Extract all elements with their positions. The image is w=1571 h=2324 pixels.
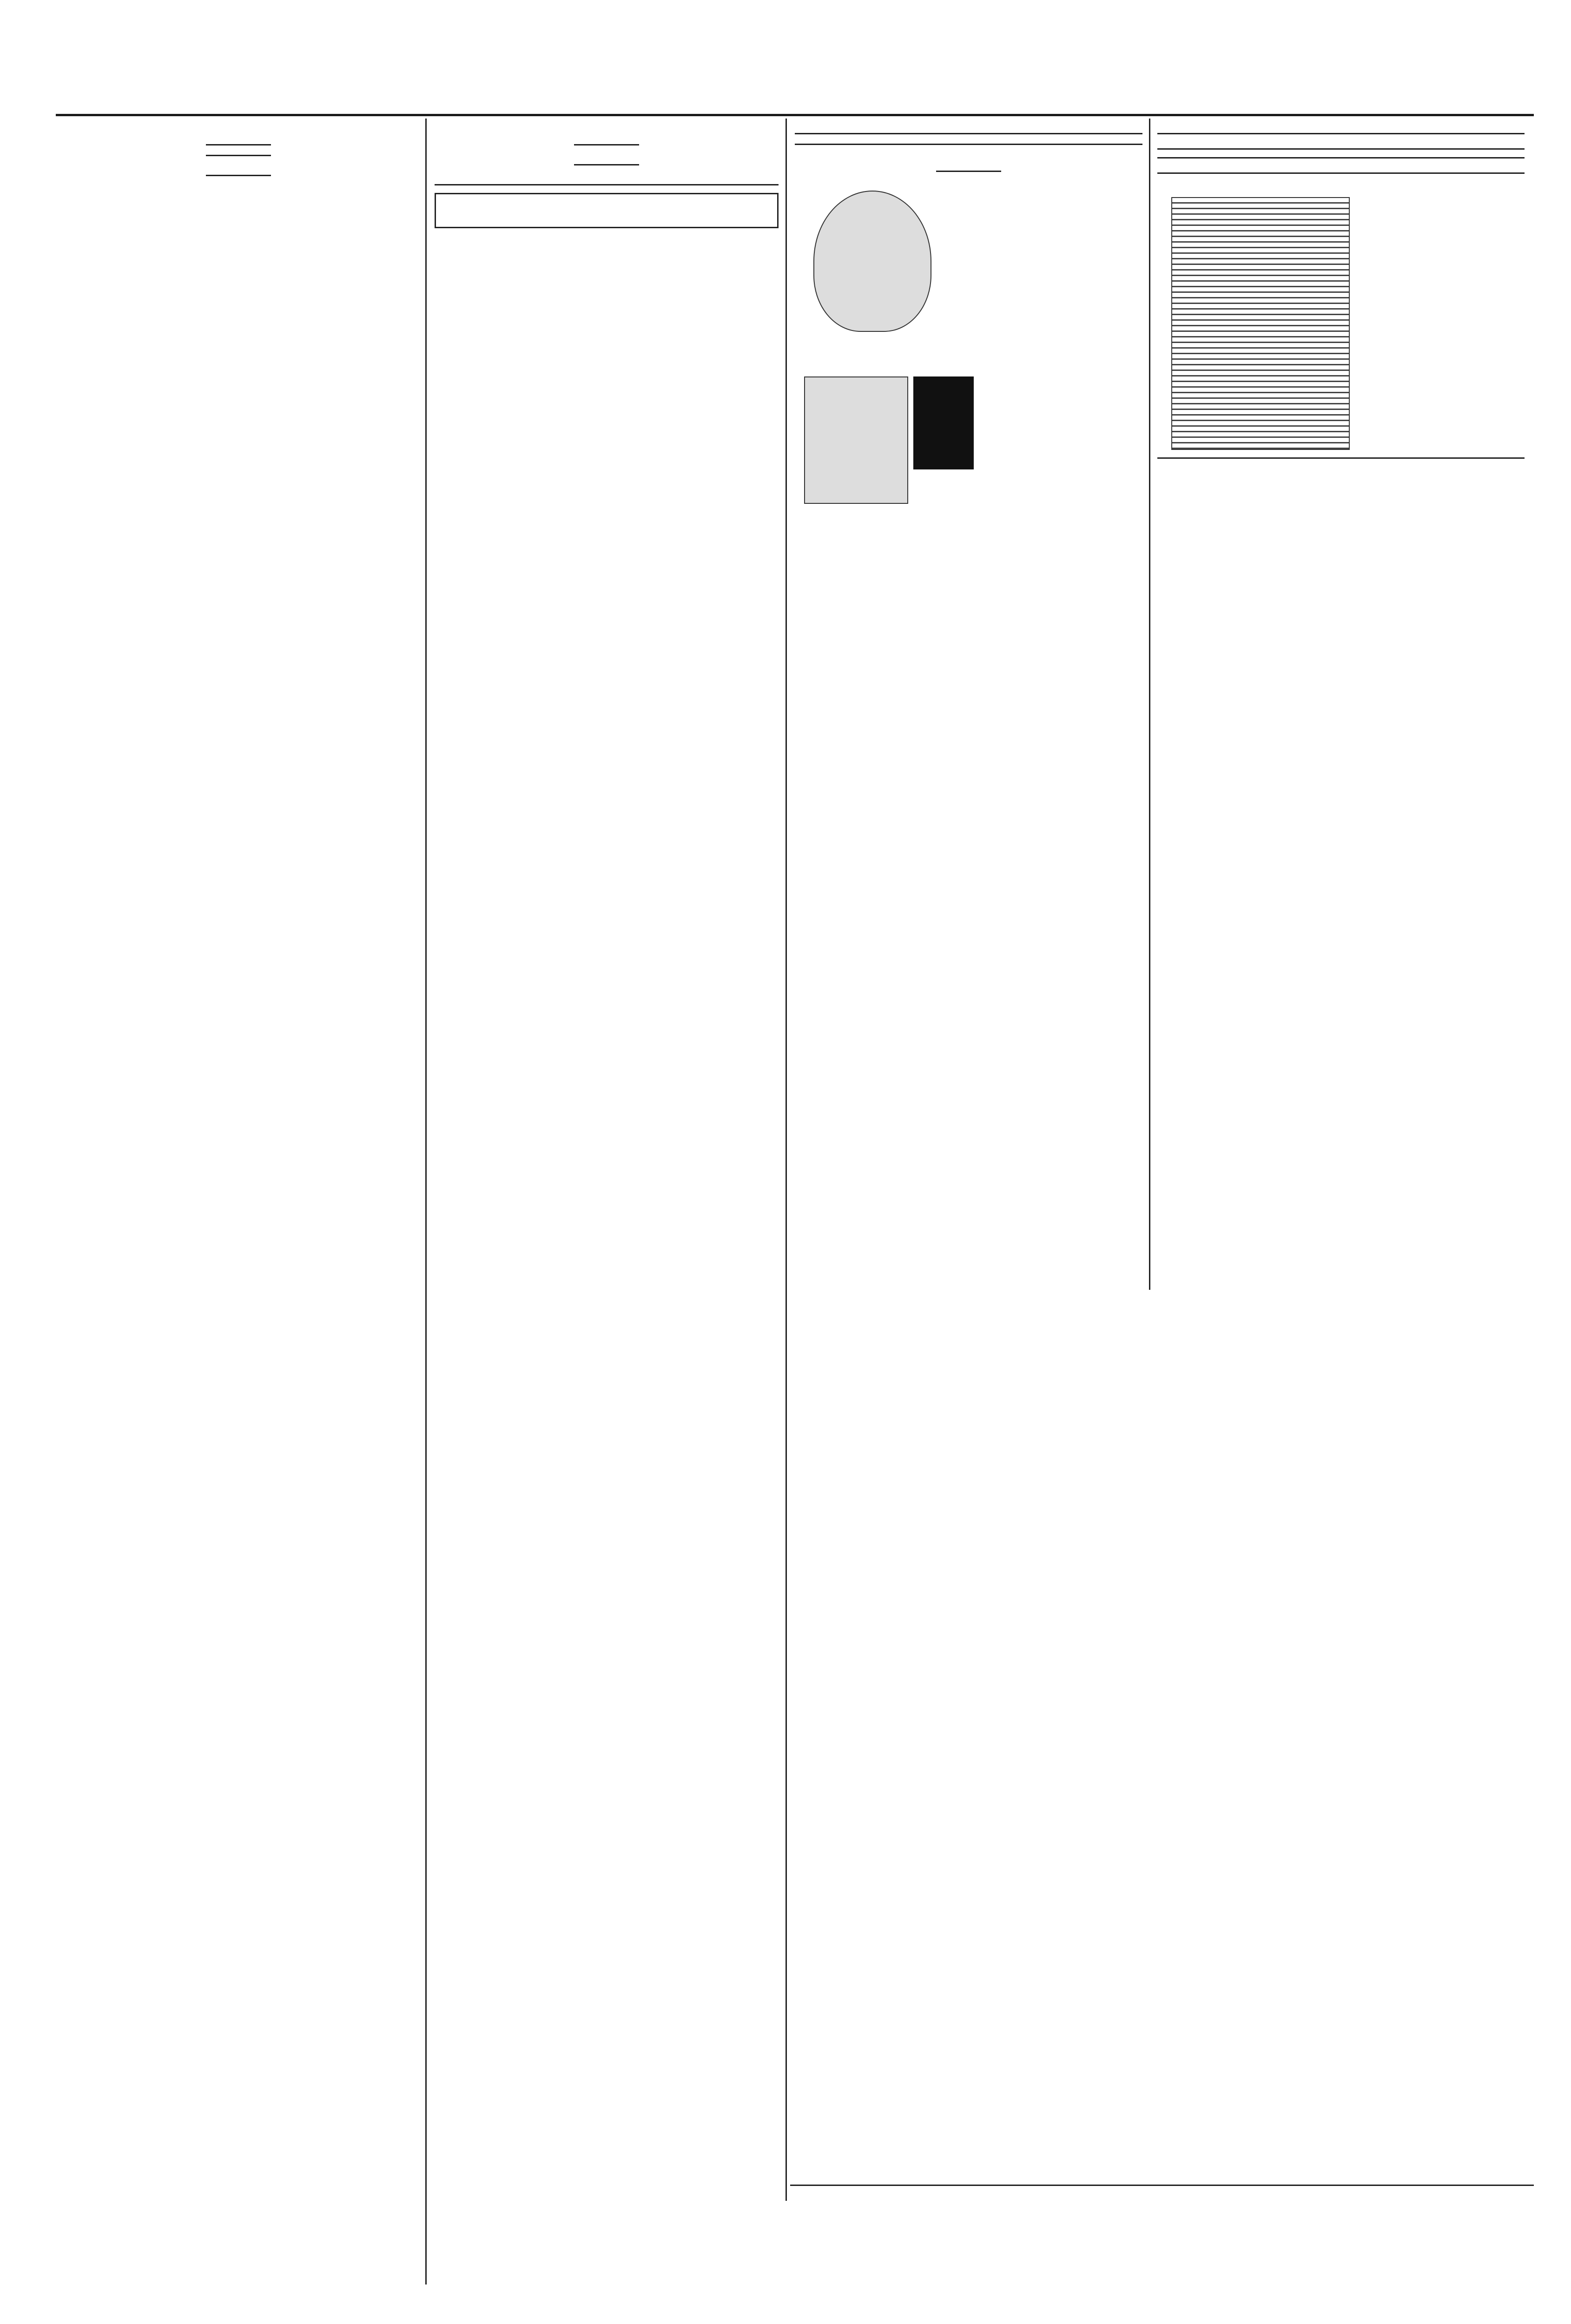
column-divider (1149, 119, 1150, 1290)
divider (206, 144, 271, 145)
column-divider (425, 119, 427, 2284)
divider (1157, 172, 1525, 174)
divider (936, 171, 1001, 172)
barr-ad (788, 2185, 1531, 2324)
divider (795, 144, 1142, 145)
college-building-image (1171, 197, 1350, 450)
divider (1157, 157, 1525, 158)
divider (206, 155, 271, 156)
divider (574, 144, 639, 145)
divider (574, 164, 639, 165)
business-college-ad (1157, 188, 1525, 448)
column-4 (1157, 125, 1525, 468)
divider (1157, 133, 1525, 134)
toothache-ad (795, 186, 1142, 372)
divider (1157, 457, 1525, 459)
divider (795, 133, 1142, 134)
man-portrait-image (804, 376, 908, 504)
column-2 (435, 125, 779, 228)
column-1 (60, 125, 416, 185)
column-3 (795, 125, 1142, 530)
kensington-ad (435, 193, 779, 228)
masthead-rule (56, 114, 1534, 116)
column-divider (786, 119, 787, 2201)
divider (206, 175, 271, 176)
divider (435, 184, 779, 185)
three-dollar-ad (795, 376, 1142, 530)
baby-portrait-image (813, 191, 931, 332)
divider (1157, 148, 1525, 150)
dollar-box (913, 376, 974, 469)
